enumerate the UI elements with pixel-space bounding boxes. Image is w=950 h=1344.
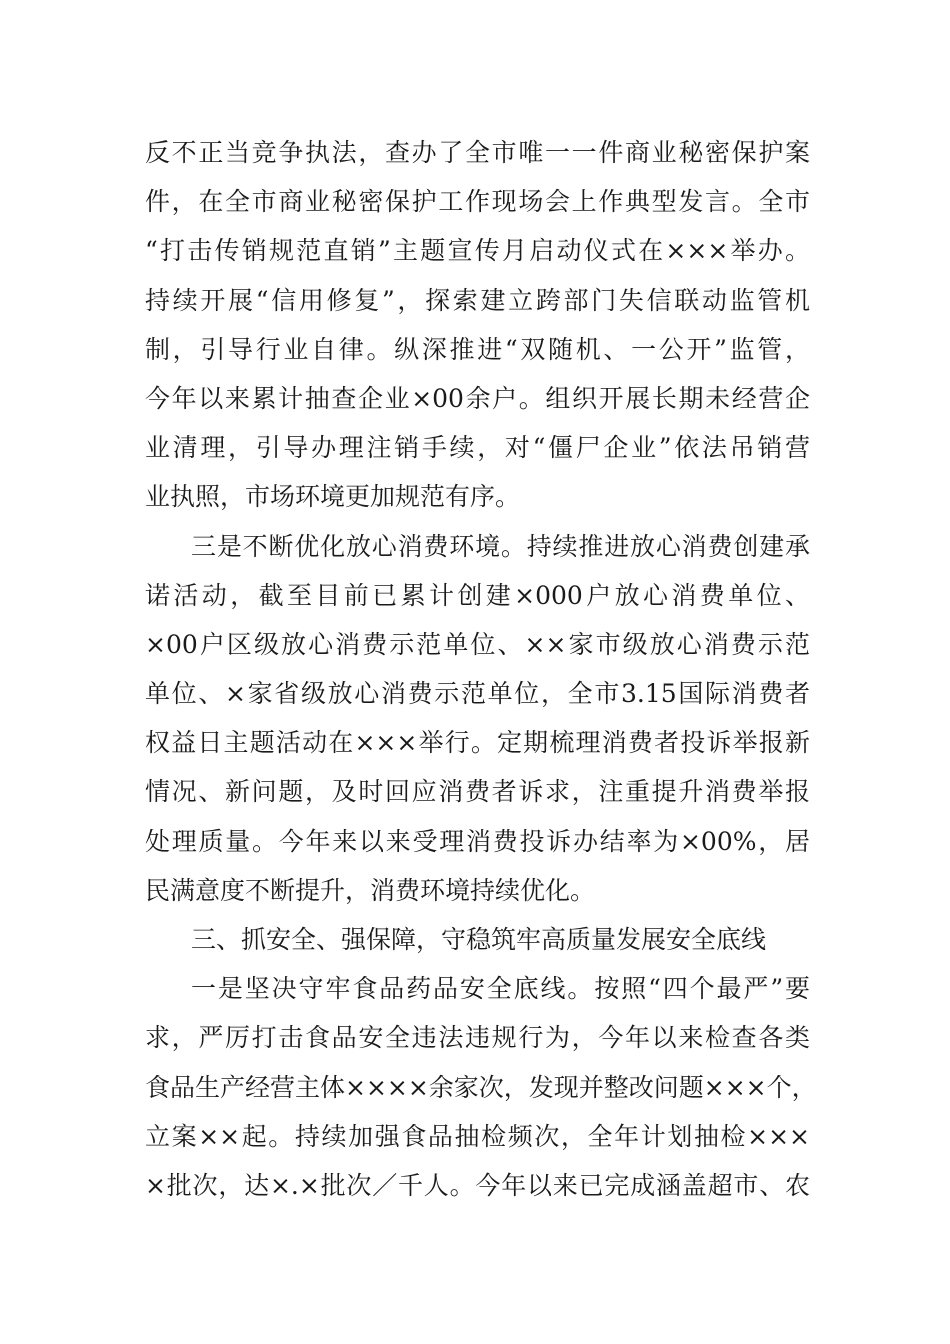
text-line: 制，引导行业自律。纵深推进“双随机、一公开”监管，: [145, 334, 810, 364]
text-line: 三、抓安全、强保障，守稳筑牢高质量发展安全底线: [191, 925, 767, 954]
text-line: 件，在全市商业秘密保护工作现场会上作典型发言。全市: [145, 187, 810, 217]
body-text: [145, 128, 817, 1210]
text-line: 持续开展“信用修复”，探索建立跨部门失信联动监管机: [145, 285, 810, 315]
text-line: 业执照，市场环境更加规范有序。: [145, 482, 521, 512]
text-line: 处理质量。今年来以来受理消费投诉办结率为×00%，居: [145, 826, 810, 856]
text-line: 一是坚决守牢食品药品安全底线。按照“四个最严”要: [191, 974, 810, 1004]
text-line: 业清理，引导办理注销手续，对“僵尸企业”依法吊销营: [145, 433, 810, 463]
text-line: 立案××起。持续加强食品抽检频次，全年计划抽检×××: [145, 1121, 810, 1151]
text-line: 单位、×家省级放心消费示范单位，全市3.15国际消费者: [145, 679, 810, 709]
text-line: 今年以来累计抽查企业×00余户。组织开展长期未经营企: [145, 383, 810, 413]
text-line: 民满意度不断提升，消费环境持续优化。: [145, 875, 596, 905]
text-line: 情况、新问题，及时回应消费者诉求，注重提升消费举报: [145, 777, 810, 807]
text-line: 食品生产经营主体××××余家次，发现并整改问题×××个，: [145, 1072, 817, 1102]
text-line: “打击传销规范直销”主题宣传月启动仪式在×××举办。: [145, 236, 810, 266]
text-line: ×00户区级放心消费示范单位、××家市级放心消费示范: [145, 629, 810, 659]
text-line: 诺活动，截至目前已累计创建×000户放心消费单位、: [145, 580, 810, 610]
text-line: 反不正当竞争执法，查办了全市唯一一件商业秘密保护案: [145, 138, 810, 167]
text-line: ×批次，达×.×批次／千人。今年以来已完成涵盖超市、农: [145, 1170, 810, 1200]
text-line: 三是不断优化放心消费环境。持续推进放心消费创建承: [191, 531, 810, 561]
text-line: 求，严厉打击食品安全违法违规行为，今年以来检查各类: [145, 1023, 810, 1053]
text-line: 权益日主题活动在×××举行。定期梳理消费者投诉举报新: [145, 728, 810, 758]
